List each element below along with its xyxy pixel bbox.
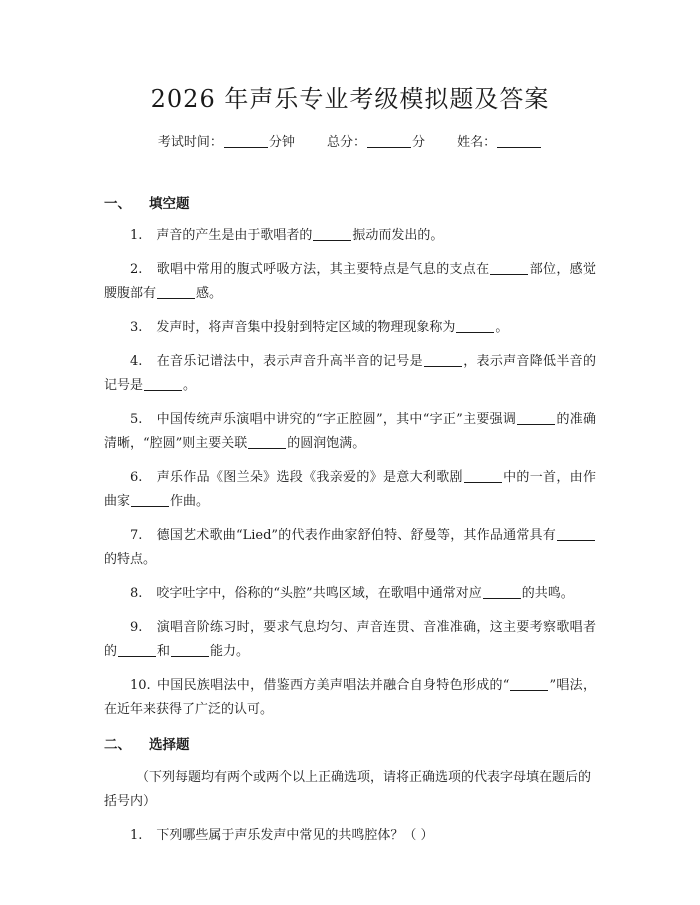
- answer-blank[interactable]: [118, 641, 156, 657]
- answer-blank[interactable]: [557, 525, 595, 541]
- question-text: 的圆润饱满。: [287, 436, 366, 451]
- question-text: 中国民族唱法中，借鉴西方美声唱法并融合自身特色形成的“: [156, 678, 510, 693]
- question-text: ，表示声音降低半音的记号是: [104, 354, 596, 393]
- question-text: 感。: [196, 286, 223, 301]
- question-text: 作曲。: [170, 494, 210, 509]
- section-instructions: （下列每题均有两个或两个以上正确选项，请将正确选项的代表字母填在题后的括号内）: [104, 770, 592, 809]
- exam-time-label: 考试时间：: [157, 135, 223, 150]
- section-heading-fill-blank: [104, 193, 596, 215]
- question-text: 中国传统声乐演唱中讲究的“字正腔圆”，其中“字正”主要强调: [156, 412, 517, 427]
- question-number: 1.: [130, 228, 143, 243]
- question-number: 7.: [130, 528, 143, 543]
- question-text: 中的一首，由作曲家: [104, 470, 596, 509]
- fill-blank-question: [104, 316, 596, 340]
- question-text: 和: [157, 644, 171, 659]
- answer-blank[interactable]: [517, 409, 555, 425]
- question-text: 部位，感觉腰腹部有: [104, 262, 596, 301]
- fill-blank-question: [104, 582, 596, 606]
- question-text: 振动而发出的。: [352, 228, 444, 243]
- section-heading-multiple-choice: [104, 734, 596, 756]
- question-text: 声乐作品《图兰朵》选段《我亲爱的》是意大利歌剧: [156, 470, 463, 485]
- question-text: 声音的产生是由于歌唱者的: [156, 228, 313, 243]
- answer-blank[interactable]: [510, 675, 548, 691]
- question-number: 3.: [130, 320, 143, 335]
- question-text: 的准确清晰，“腔圆”则主要关联: [104, 412, 596, 451]
- question-text: ”唱法，在近年来获得了广泛的认可。: [104, 678, 596, 717]
- question-number: 4.: [130, 354, 143, 369]
- fill-blank-question: [104, 466, 596, 514]
- question-text: 。: [495, 320, 509, 335]
- question-text: 咬字吐字中，俗称的“头腔”共鸣区域，在歌唱中通常对应: [156, 586, 482, 601]
- total-score-unit: 分: [412, 135, 426, 150]
- page-title: 2026 年声乐专业考级模拟题及答案: [150, 85, 550, 113]
- student-name-label: 姓名：: [457, 135, 497, 150]
- multiple-choice-question: [104, 824, 596, 848]
- section-number: 一、: [104, 196, 131, 212]
- question-text: 发声时，将声音集中投射到特定区域的物理现象称为: [156, 320, 456, 335]
- student-name-blank[interactable]: [497, 132, 541, 148]
- total-score-field: [327, 135, 425, 150]
- question-text: 的共鸣。: [521, 586, 574, 601]
- question-text: 歌唱中常用的腹式呼吸方法，其主要特点是气息的支点在: [156, 262, 490, 277]
- fill-blank-question: [104, 224, 596, 248]
- answer-blank[interactable]: [144, 375, 182, 391]
- answer-blank[interactable]: [248, 433, 286, 449]
- exam-time-unit: 分钟: [268, 135, 295, 150]
- section-title: 选择题: [149, 737, 190, 753]
- answer-blank[interactable]: [464, 467, 502, 483]
- question-text: 的特点。: [104, 552, 157, 567]
- answer-blank[interactable]: [171, 641, 209, 657]
- question-number: 9.: [130, 620, 143, 635]
- multiple-choice-question-list: [104, 824, 596, 848]
- answer-blank[interactable]: [313, 225, 351, 241]
- question-number: 1.: [130, 828, 143, 843]
- question-text: 德国艺术歌曲“Lied”的代表作曲家舒伯特、舒曼等，其作品通常具有: [156, 528, 556, 543]
- answer-blank[interactable]: [483, 583, 521, 599]
- fill-blank-question: [104, 524, 596, 572]
- question-number: 2.: [130, 262, 143, 277]
- answer-blank[interactable]: [131, 491, 169, 507]
- answer-blank[interactable]: [456, 317, 494, 333]
- question-text: 。: [183, 378, 197, 393]
- fill-blank-question-list: [104, 224, 596, 722]
- question-number: 8.: [130, 586, 143, 601]
- exam-time-blank[interactable]: [224, 132, 268, 148]
- question-text: 能力。: [210, 644, 250, 659]
- fill-blank-question: [104, 616, 596, 664]
- question-number: 5.: [130, 412, 143, 427]
- question-text: 在音乐记谱法中，表示声音升高半音的记号是: [156, 354, 423, 369]
- section-title: 填空题: [149, 196, 190, 212]
- total-score-label: 总分：: [326, 135, 366, 150]
- fill-blank-question: [104, 408, 596, 456]
- exam-time-field: [158, 135, 295, 150]
- fill-blank-question: [104, 258, 596, 306]
- question-number: 10.: [130, 678, 151, 693]
- answer-blank[interactable]: [424, 351, 462, 367]
- section-number: 二、: [104, 737, 131, 753]
- total-score-blank[interactable]: [367, 132, 411, 148]
- exam-info-line: [104, 132, 596, 153]
- fill-blank-question: [104, 674, 596, 722]
- student-name-field: [457, 135, 542, 150]
- answer-blank[interactable]: [157, 283, 195, 299]
- fill-blank-question: [104, 350, 596, 398]
- question-text: 下列哪些属于声乐发声中常见的共鸣腔体？（ ）: [156, 828, 434, 843]
- answer-blank[interactable]: [490, 259, 528, 275]
- question-number: 6.: [130, 470, 143, 485]
- question-text: 演唱音阶练习时，要求气息均匀、声音连贯、音准准确，这主要考察歌唱者的: [104, 620, 596, 659]
